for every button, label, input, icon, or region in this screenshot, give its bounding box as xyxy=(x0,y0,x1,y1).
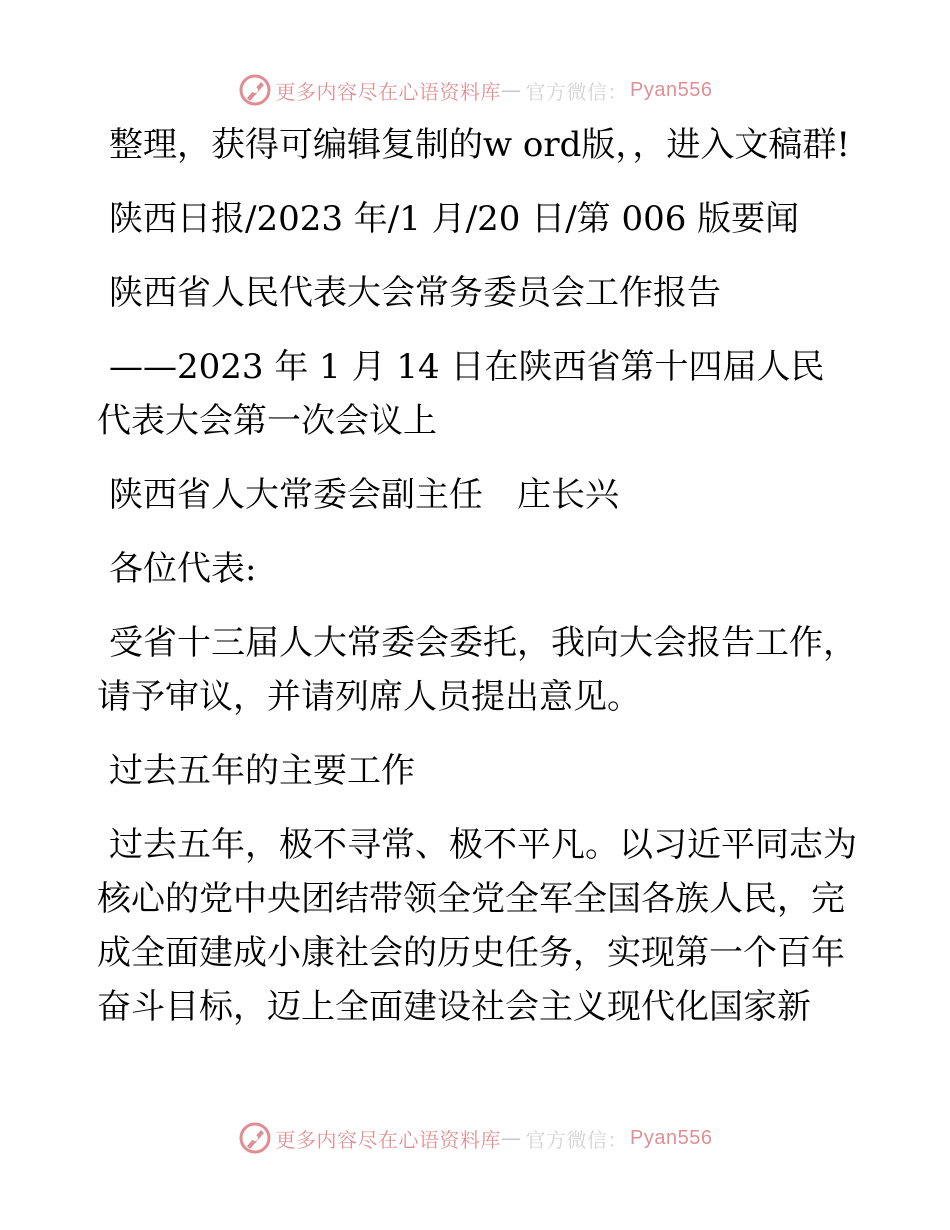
watermark-separator: — xyxy=(501,78,522,102)
paragraph: ——2023 年 1 月 14 日在陕西省第十四届人民代表大会第一次会议上 xyxy=(97,347,825,441)
paragraph: 陕西日报/2023 年/1 月/20 日/第 006 版要闻 xyxy=(109,199,800,239)
watermark-label: 官方微信： xyxy=(525,1127,629,1152)
paragraph: 陕西省人大常委会副主任 庄长兴 xyxy=(109,475,619,515)
pen-logo-icon xyxy=(238,1121,272,1155)
paragraph: 过去五年的主要工作 xyxy=(109,751,415,791)
watermark-id: Pyan556 xyxy=(630,78,713,101)
header-watermark xyxy=(0,70,950,110)
watermark-id: Pyan556 xyxy=(630,1126,713,1149)
paragraph: 陕西省人民代表大会常务委员会工作报告 xyxy=(109,273,721,313)
watermark-separator: — xyxy=(501,1126,522,1150)
watermark-title: 更多内容尽在心语资料库 xyxy=(275,79,502,104)
paragraph: 整理，获得可编辑复制的w ord版，，进入文稿群! xyxy=(109,125,851,165)
paragraph: 受省十三届人大常委会委托，我向大会报告工作，请予审议，并请列席人员提出意见。 xyxy=(97,623,857,717)
paragraph: 过去五年，极不寻常、极不平凡。以习近平同志为核心的党中央团结带领全党全军全国各族人民，完成全面建成小康社会的历史任务，实现第一个百年奋斗目标，迈上全面建设社会主义现代化国家新 xyxy=(97,825,857,1027)
watermark-label: 官方微信： xyxy=(525,79,629,104)
watermark-title: 更多内容尽在心语资料库 xyxy=(275,1127,502,1152)
document-body xyxy=(97,118,857,1054)
pen-logo-icon xyxy=(238,73,272,107)
paragraph: 各位代表: xyxy=(109,549,257,589)
footer-watermark xyxy=(0,1118,950,1158)
